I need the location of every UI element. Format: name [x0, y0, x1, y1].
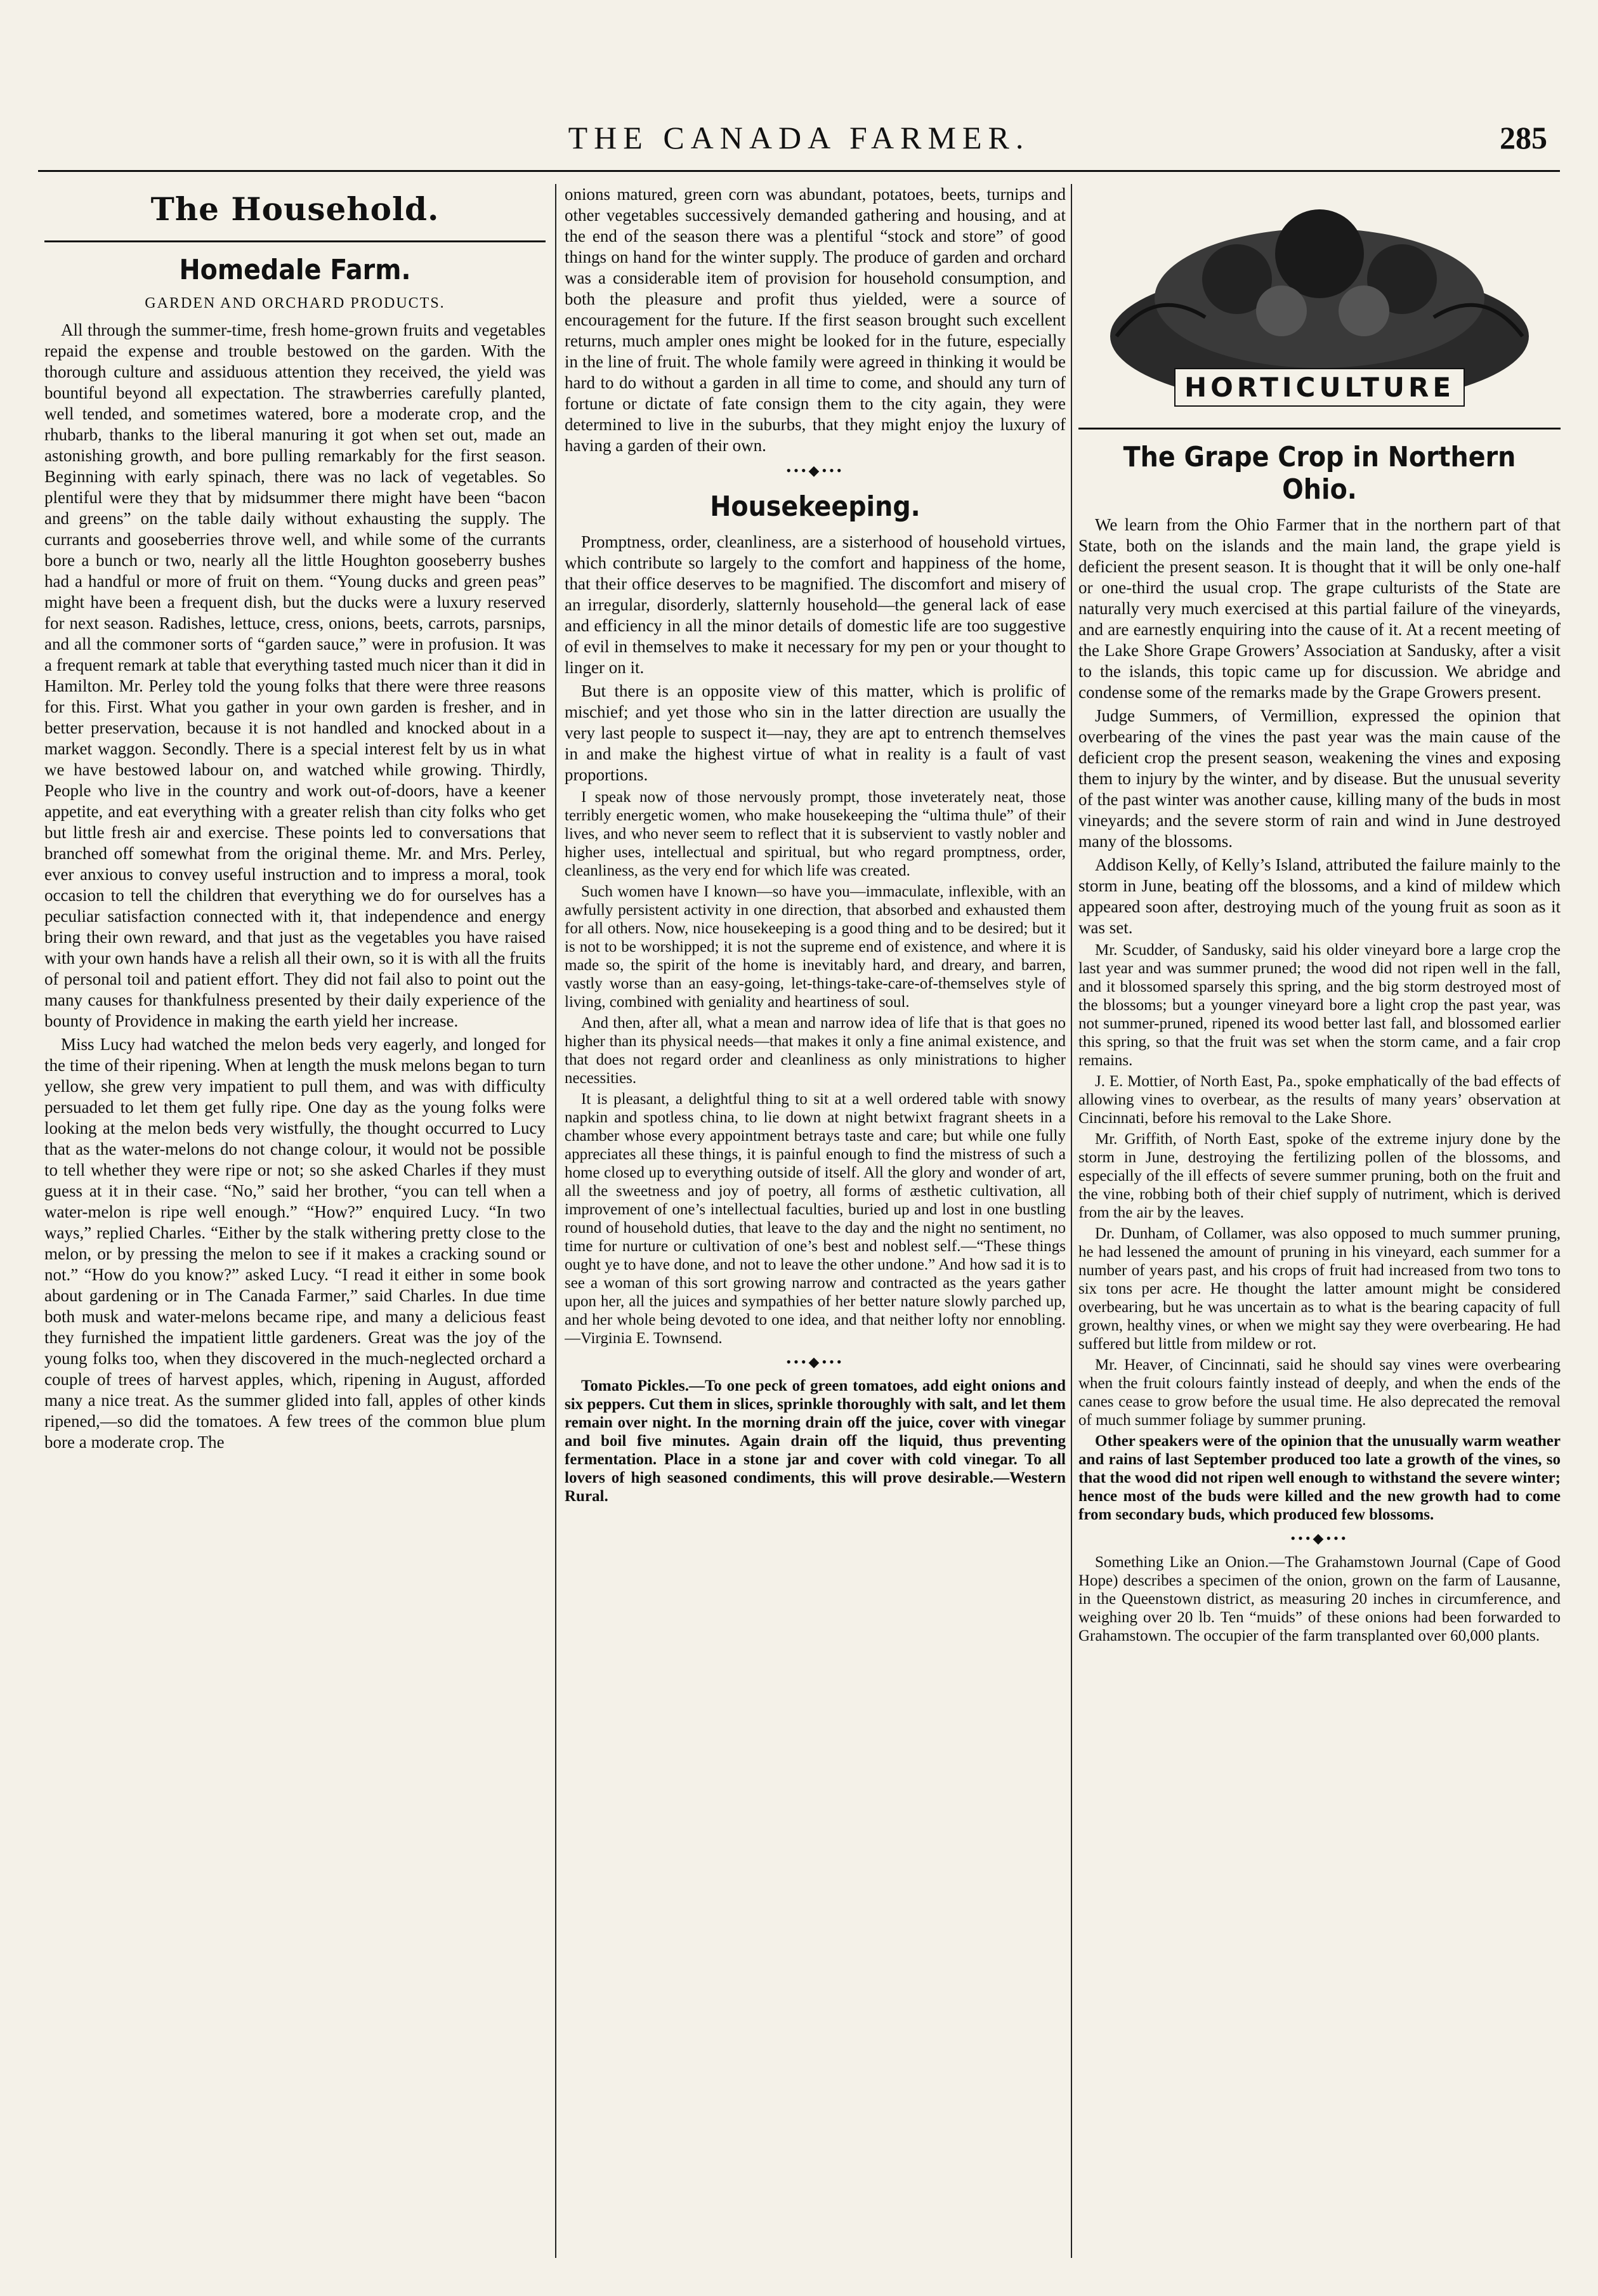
article-title-homedale: Homedale Farm. — [179, 254, 411, 286]
paragraph: Dr. Dunham, of Collamer, was also opposed to much summer pruning, he had lessened the amount of pruning in his vineyard, each summer for a number of years past, and his crops of fruit had increased from two tons to six tons per acre. He thought the latter amount might be considered overbearing, but he was uncertain as to what is the bearing capacity of full grown, healthy vines, or when we might say they were overbearing. He had suffered but little from mildew or rot. — [1078, 1225, 1561, 1353]
department-heading-household: The Household. — [150, 190, 440, 228]
paragraph: Mr. Heaver, of Cincinnati, said he should say vines were overbearing when the fruit colours faintly instead of deeply, and when the ends of the canes cease to grow before the usual time. He also deprecated the removal of much summer foliage by summer pruning. — [1078, 1356, 1561, 1429]
article-title-housekeeping: Housekeeping. — [710, 490, 920, 523]
paragraph: Judge Summers, of Vermillion, expressed the opinion that overbearing of the vines the past year was the main cause of the deficient crop the present season, weakening the vines and exposing them to injury by the winter, and by disease. But the unusual severity of the past winter was another cause, killing many of the buds in most vineyards; and the severe storm of rain and wind in June destroyed many of the blossoms. — [1078, 706, 1561, 851]
onion-note: Something Like an Onion.—The Grahamstown Journal (Cape of Good Hope) describes a specimen of the onion, grown on the farm of Lausanne, in the Queenstown district, as measuring 20 inches in circumference, and weighing over 20 lb. Ten “muids” of these onions had been forwarded to Grahamstown. The occupier of the farm transplanted over 60,000 plants. — [1078, 1554, 1561, 1644]
paragraph: Mr. Griffith, of North East, spoke of the extreme injury done by the storm in June, destroying the fertilizing pollen of the blossoms, and especially of the ill effects of severe summer pruning, both on the fruit and the vine, robbing both of their chief supply of nutriment, which is derived from the air by the leaves. — [1078, 1131, 1561, 1221]
ornament-divider: •••◆••• — [786, 462, 844, 478]
paragraph: Addison Kelly, of Kelly’s Island, attributed the failure mainly to the storm in June, beating off the blossoms, and a kind of mildew which appeared soon after, destroying much of the young fruit as soon as it was set. — [1078, 855, 1561, 937]
column-2 — [565, 184, 1066, 2271]
column-3 — [1078, 184, 1561, 2271]
horticulture-label: HORTICULTURE — [1174, 368, 1465, 407]
ornament-divider: •••◆••• — [786, 1354, 844, 1370]
masthead-title: THE CANADA FARMER. — [568, 120, 1030, 155]
paragraph: It is pleasant, a delightful thing to sit at a well ordered table with snowy napkin and spotless china, to lie down at night betwixt fragrant sheets in a chamber whose every appointment betrays taste and care; but while one fully appreciates all these things, it is painful enough to find the mistress of such a home closed up to everything outside of itself. All the glory and wonder of art, all the sweetness and joy of poetry, all forms of æsthetic cultivation, all improvement of one’s intellectual faculties, buried up and lost in one bustling round of household duties, that leave to the day and the night no sentiment, no time for nurture or cultivation of one’s best and noblest self.—“These things ought ye to have done, and not to leave the other undone.” And how sad it is to see a woman of this sort growing narrow and contracted as the years gather upon her, all the juices and sympathies of her better nature slowly parched up, and her whole being devoted to one idea, and that neither lofty nor ennobling.—Virginia E. Townsend. — [565, 1091, 1066, 1347]
paragraph: But there is an opposite view of this matter, which is prolific of mischief; and yet those who sin in the latter direction are usually the very last people to suspect it—nay, they are apt to entrench themselves in and make the highest virtue of what in reality is a fault of vast proportions. — [565, 681, 1066, 784]
ornament-divider: •••◆••• — [1290, 1530, 1349, 1546]
page-header — [38, 114, 1560, 165]
divider — [44, 240, 546, 242]
paragraph: Mr. Scudder, of Sandusky, said his older vineyard bore a large crop the last year and was summer pruned; the wood did not ripen well in the fall, and it blossomed sparsely this spring, and the big storm destroyed most of the blossoms; but a younger vineyard bore a light crop the past year, was not summer-pruned, ripened its wood better last fall, and blossomed earlier this spring, so that the fruit was set when the storm came, and a fair crop remains. — [1078, 941, 1561, 1069]
column-rule-2 — [1071, 184, 1072, 2258]
page-number: 285 — [1500, 120, 1547, 155]
paragraph: Promptness, order, cleanliness, are a sisterhood of household virtues, which contribute so largely to the comfort and happiness of the home, that their office deserves to be magnified. The discomfort and misery of an irregular, disorderly, slatternly household—the general lack of ease and efficiency in all the minor details of domestic life are too suggestive of evil in themselves to make it necessary for my pen or your thought to linger on it. — [565, 532, 1066, 677]
column-rule-1 — [555, 184, 556, 2258]
paragraph: And then, after all, what a mean and narrow idea of life that is that goes no higher than its physical needs—that makes it only a fine animal existence, and that does not regard order and cleanliness as only ministrations to higher necessities. — [565, 1014, 1066, 1087]
divider — [1078, 428, 1561, 430]
header-rule — [38, 170, 1560, 172]
paragraph: Other speakers were of the opinion that the unusually warm weather and rains of last September produced too late a growth of the vines, so that the wood did not ripen well enough to withstand the severe winter; hence most of the buds were killed and the new growth had to come from secondary buds, which produced few blossoms. — [1078, 1433, 1561, 1523]
paragraph: We learn from the Ohio Farmer that in the northern part of that State, both on the islands and the main land, the grape yield is deficient the present season. It is thought that it will be only one-half or one-third the usual crop. The grape culturists of the State are naturally very much exercised at this partial failure of the vineyards, and are earnestly enquiring into the cause of it. At a recent meeting of the Lake Shore Grape Growers’ Association at Sandusky, after a visit to the islands, this topic came up for discussion. We abridge and condense some of the remarks made by the Grape Growers present. — [1078, 515, 1561, 702]
paragraph-continuation: onions matured, green corn was abundant, potatoes, beets, turnips and other vegetables successively demanded gathering and housing, and at the end of the season there was a plentiful “stock and store” of good things on hand for the winter supply. The produce of garden and orchard was a considerable item of provision for household consumption, and both the pleasure and profit thus yielded, were a source of encouragement for the future. If the first season brought such excellent returns, much ampler ones might be looked for in the future, especially in the line of fruit. The whole family were agreed in thinking it would be hard to do without a garden in all time to come, and should any turn of fortune or dictate of fate consign them to the city again, they were determined to live in the suburbs, that they might enjoy the luxury of having a garden of their own. — [565, 185, 1066, 455]
tomato-pickles-recipe: Tomato Pickles.—To one peck of green tomatoes, add eight onions and six peppers. Cut them in slices, sprinkle thoroughly with salt, and let them remain over night. In the morning drain off the juice, cover with vinegar and boil five minutes. Again drain off the liquid, thus preventing fermentation. Place in a stone jar and cover with cold vinegar. To all lovers of high seasoned condiments, this will prove desirable.—Western Rural. — [565, 1377, 1066, 1505]
column-1 — [44, 184, 546, 2271]
paragraph: Such women have I known—so have you—immaculate, inflexible, with an awfully persistent activity in one direction, that absorbed and exhausted them for all others. Now, nice housekeeping is a good thing and to be desired; but it is not to be worshipped; it is not the supreme end of existence, and where it is made so, the spirit of the home is inevitably hard, and dreary, and barren, vastly worse than an easy-going, let-things-take-care-of-themselves style of living, combined with geniality and heartiness of soul. — [565, 883, 1066, 1011]
paragraph: All through the summer-time, fresh home-grown fruits and vegetables repaid the expense and trouble bestowed on the garden. With the thorough culture and assiduous attention they received, the yield was bountiful beyond all expectation. The strawberries carefully planted, well tended, and sometimes watered, bore a moderate crop, and the rhubarb, thanks to the liberal manuring it got when set out, made an astonishing growth, and bore pulling remarkably for the first season. Beginning with early spinach, there was no lack of vegetables. So plentiful were they that by midsummer there might have been “bacon and greens” on the table daily without exhausting the supply. The currants and gooseberries throve well, and while some of the currants bore a bunch or two, nearly all the little Houghton gooseberry bushes had a handful or more of fruit on them. “Young ducks and green peas” might have been a frequent dish, but the ducks were a luxury reserved for next season. Radishes, lettuce, cress, onions, beets, carrots, parsnips, and all the commoner sorts of “garden sauce,” were in profusion. It was a frequent remark at table that everything tasted much nicer than it did in Hamilton. Mr. Perley told the young folks that there were three reasons for this. First. What you gather in your own garden is fresher, and in better preservation, because it is not handled and knocked about in a market waggon. Secondly. There is a special interest felt by us in what we have bestowed labour on, and watched while growing. Thirdly, People who live in the country and work out-of-doors, have a keener appetite, and eat everything with a greater relish than city folks who get but little fresh air and exercise. These points led to conversations that branched off somewhat from the original theme. Mr. and Mrs. Perley, ever anxious to convey useful instruction and to impress a moral, took occasion to tell the children that everything we do for ourselves has a peculiar satisfaction connected with it, that independence and energy bring their own reward, and that just as the vegetables you have raised with your own hands have a relish all their own, so it is with all the fruits of personal toil and patient effort. They did not fail also to point out the many causes for thankfulness presented by their daily experience of the bounty of Providence in making the earth yield her increase. — [44, 320, 546, 1030]
paragraph: I speak now of those nervously prompt, those inveterately neat, those terribly energetic women, who make housekeeping the “ultima thule” of their lives, and who never seem to reflect that it is subservient to vastly nobler and higher uses, intellectual and spiritual, but who regard promptness, order, cleanliness, as the very end for which life was created. — [565, 789, 1066, 879]
paragraph: Miss Lucy had watched the melon beds very eagerly, and longed for the time of their ripening. When at length the musk melons began to turn yellow, she grew very impatient to pull them, and was with difficulty persuaded to let them get fully ripe. One day as the young folks were looking at the melon beds very wistfully, the thought occurred to Lucy that as the water-melons do not change colour, it would not be possible to tell whether they were ripe or not; so she asked Charles if they must guess at it in their case. “No,” said her brother, “you can tell when a water-melon is ripe well enough.” “How?” enquired Lucy. “In two ways,” replied Charles. “Either by the stalk withering pretty close to the melon, or by pressing the melon to see if it makes a cracking sound or not.” “How do you know?” asked Lucy. “I read it either in some book about gardening or in The Canada Farmer,” said Charles. In due time both musk and water-melons became ripe, and many a delicious feast they furnished the impatient little gardeners. Great was the joy of the young folks too, when they discovered in the much-neglected orchard a couple of trees of harvest apples, which, ripening in August, afforded many a nice treat. As the summer glided into fall, apples of other kinds ripened,—so did the tomatoes. A few trees of the common blue plum bore a moderate crop. The — [44, 1035, 546, 1452]
article-subtitle: GARDEN AND ORCHARD PRODUCTS. — [145, 295, 445, 312]
article-title-grape-crop: The Grape Crop in Northern Ohio. — [1123, 441, 1516, 506]
paragraph: J. E. Mottier, of North East, Pa., spoke emphatically of the bad effects of allowing vines to overbear, as the results of many years’ observation at Cincinnati, before his removal to the Lake Shore. — [1078, 1073, 1561, 1127]
horticulture-banner — [1078, 190, 1561, 419]
